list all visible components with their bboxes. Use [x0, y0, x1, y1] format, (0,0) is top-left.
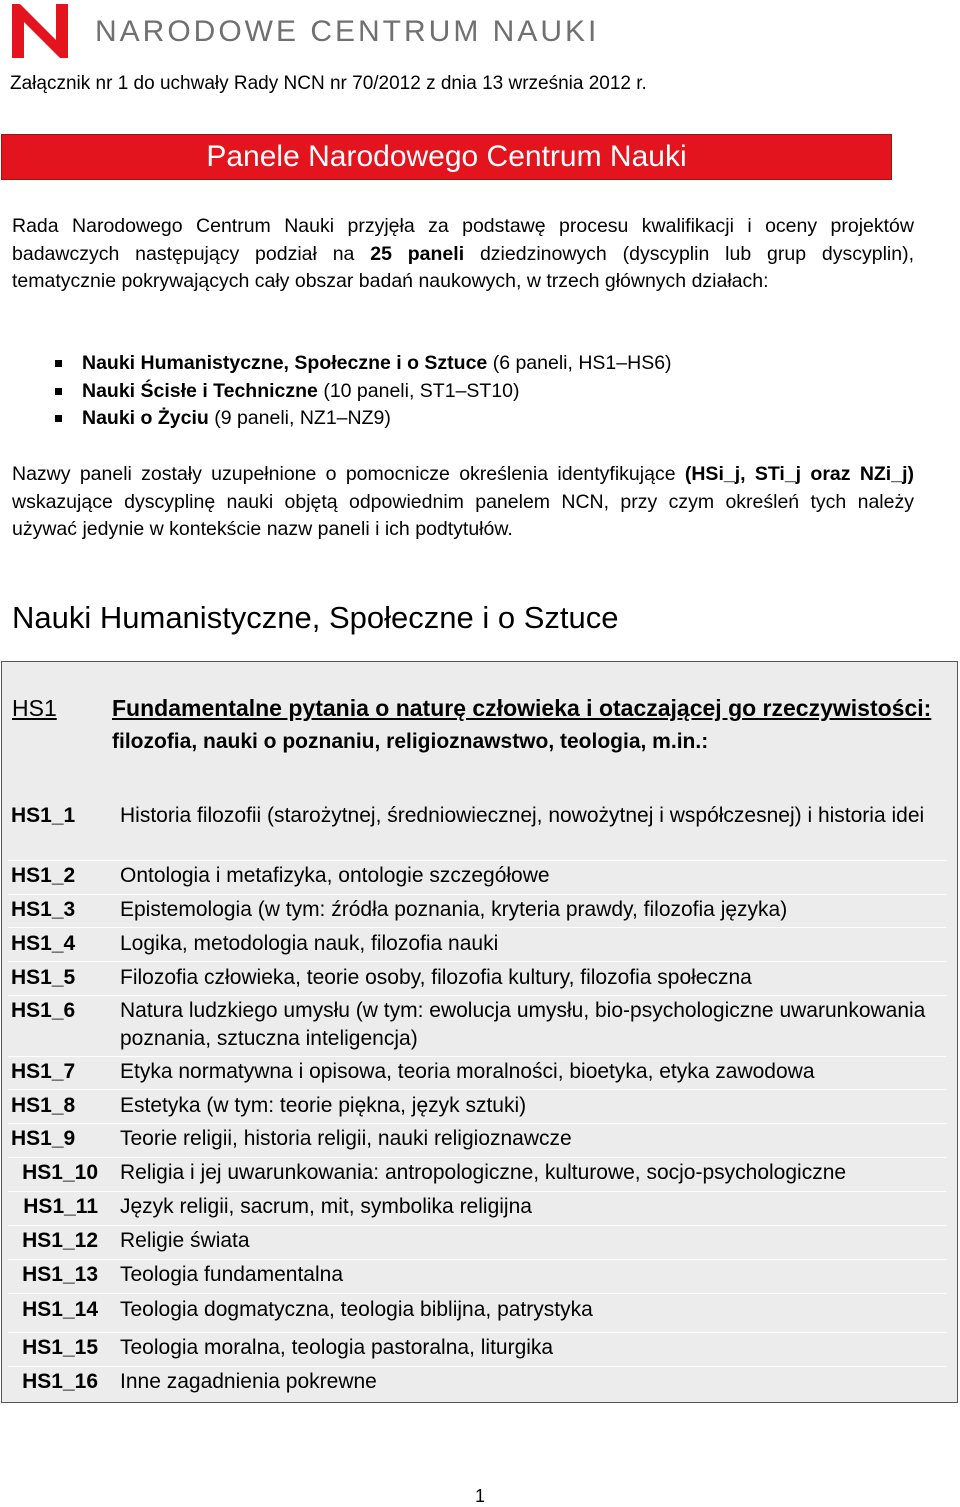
areas-list [55, 350, 672, 433]
page-title: Panele Narodowego Centrum Nauki [1, 134, 892, 180]
row-divider [8, 894, 946, 895]
list-item: Nauki Ścisłe i Techniczne (10 paneli, ST1–ST10) [55, 378, 672, 406]
row-divider [8, 995, 946, 996]
table-row: HS1_16 Inne zagadnienia pokrewne [22, 1370, 377, 1393]
table-row: HS1_13 Teologia fundamentalna [22, 1263, 344, 1286]
row-divider [8, 1225, 946, 1226]
logo-wordmark: NARODOWE CENTRUM NAUKI [95, 15, 600, 48]
row-divider [8, 961, 946, 962]
row-divider [8, 1191, 946, 1192]
row-divider [8, 927, 946, 928]
row-divider [8, 1366, 946, 1367]
row-divider [8, 1089, 946, 1090]
ncn-logo-icon [10, 2, 70, 60]
section-title: Nauki Humanistyczne, Społeczne i o Sztuce [12, 600, 619, 635]
square-bullet-icon [55, 415, 62, 422]
page-number: 1 [474, 1486, 485, 1506]
table-row: HS1_7 Etyka normatywna i opisowa, teoria moralności, bioetyka, etyka zawodowa [11, 1060, 815, 1083]
row-divider [8, 1056, 946, 1057]
table-row: HS1_9 Teorie religii, historia religii, nauki religioznawcze [11, 1127, 572, 1150]
row-divider [8, 1157, 946, 1158]
row-divider [8, 1332, 946, 1333]
note-paragraph: Nazwy paneli zostały uzupełnione o pomocnicze określenia identyfikujące (HSi_j, STi_j oraz NZi_j) wskazujące dyscyplinę nauki objętą odpowiednim panelem NCN, przy czym określeń tych należy używać jedynie w kontekście nazw paneli i ich podtytułów. [12, 463, 914, 540]
list-item: Nauki Humanistyczne, Społeczne i o Sztuce (6 paneli, HS1–HS6) [55, 350, 672, 378]
table-row: HS1_11 Język religii, sacrum, mit, symbolika religijna [23, 1195, 532, 1218]
table-row: HS1_5 Filozofia człowieka, teorie osoby, filozofia kultury, filozofia społeczna [11, 966, 752, 989]
table-row: HS1_10 Religia i jej uwarunkowania: antropologiczne, kulturowe, socjo-psychologiczne [22, 1161, 847, 1184]
row-divider [8, 1293, 946, 1294]
panel-code: HS1 [12, 695, 57, 721]
table-row: HS1_15 Teologia moralna, teologia pastoralna, liturgika [22, 1336, 554, 1359]
table-row: HS1_3 Epistemologia (w tym: źródła poznania, kryteria prawdy, filozofia języka) [11, 898, 788, 921]
list-item: Nauki o Życiu (9 paneli, NZ1–NZ9) [55, 405, 672, 433]
square-bullet-icon [55, 360, 62, 367]
row-divider [8, 1259, 946, 1260]
panel-title: Fundamentalne pytania o naturę człowieka i otaczającej go rzeczywistości: filozofia, nauki o poznaniu, religioznawstwo, teologia, m.in.: [112, 695, 932, 753]
table-row: HS1_4 Logika, metodologia nauk, filozofia nauki [11, 932, 499, 955]
table-row: HS1_2 Ontologia i metafizyka, ontologie szczegółowe [11, 864, 550, 887]
table-row: HS1_14 Teologia dogmatyczna, teologia biblijna, patrystyka [22, 1298, 593, 1321]
intro-paragraph: Rada Narodowego Centrum Nauki przyjęła za podstawę procesu kwalifikacji i oceny projektów badawczych następujący podział na 25 paneli dziedzinowych (dyscyplin lub grup dyscyplin), tematycznie pokrywających cały obszar badań naukowych, w trzech głównych działach: [12, 215, 914, 292]
row-divider [8, 1123, 946, 1124]
table-row: HS1_1 Historia filozofii (starożytnej, średniowiecznej, nowożytnej i współczesnej) i historia idei [11, 804, 925, 827]
table-row: HS1_12 Religie świata [22, 1229, 250, 1252]
square-bullet-icon [55, 388, 62, 395]
row-divider [8, 860, 946, 861]
table-row: HS1_6 Natura ludzkiego umysłu (w tym: ewolucja umysłu, bio-psychologiczne uwarunkowania poznania, sztuczna inteligencja) [11, 999, 926, 1050]
annex-line: Załącznik nr 1 do uchwały Rady NCN nr 70/2012 z dnia 13 września 2012 r. [10, 73, 647, 94]
table-row: HS1_8 Estetyka (w tym: teorie piękna, język sztuki) [11, 1094, 527, 1117]
